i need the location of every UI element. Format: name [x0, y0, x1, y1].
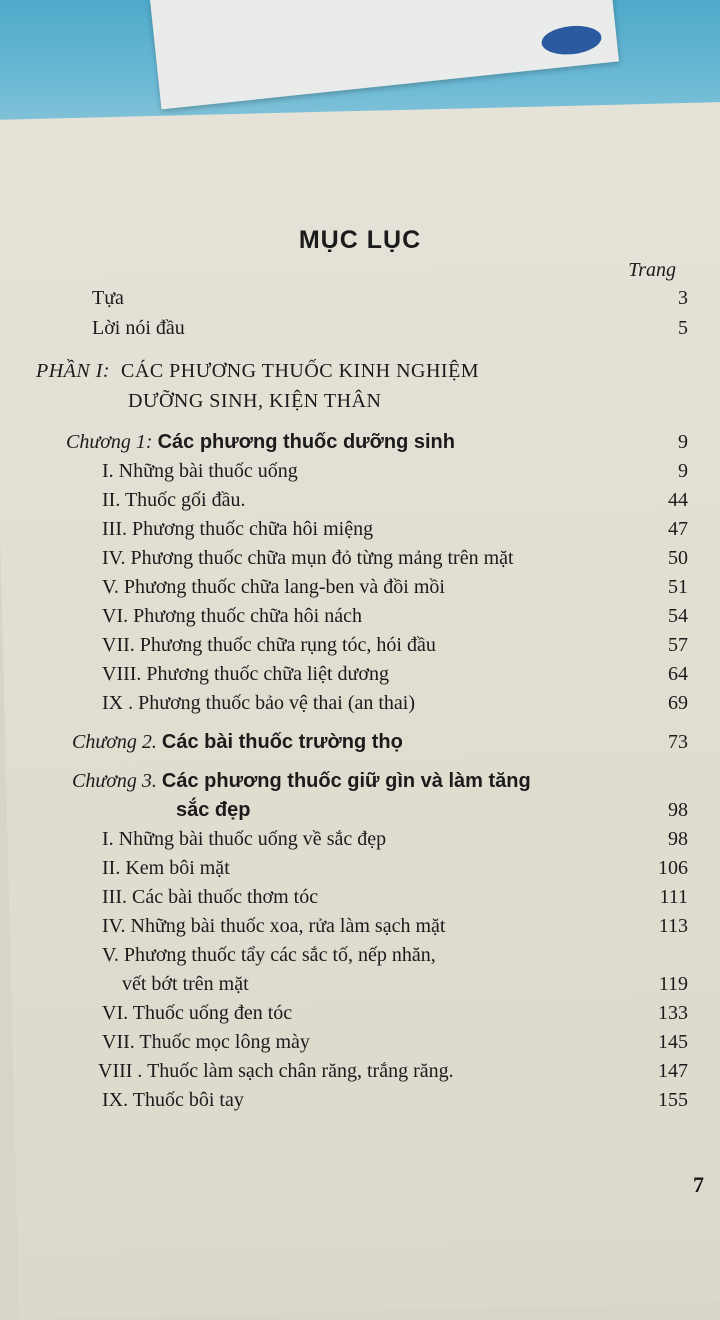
- toc-entry-label-line2: vết bớt trên mặt: [122, 973, 249, 995]
- toc-entry-label: III. Các bài thuốc thơm tóc: [102, 886, 319, 908]
- toc-entry-label: I. Những bài thuốc uống: [102, 460, 298, 482]
- toc-entry-label: V. Phương thuốc chữa lang-ben và đồi mồi: [102, 576, 445, 598]
- toc-entry-page: 47: [668, 518, 688, 540]
- toc-entry-page: 119: [658, 973, 688, 995]
- toc-entry-label: II. Kem bôi mặt: [102, 857, 230, 879]
- part-title-line2: DƯỠNG SINH, KIỆN THÂN: [128, 390, 382, 412]
- toc-entry-page: 50: [668, 547, 688, 569]
- part-title-line1: CÁC PHƯƠNG THUỐC KINH NGHIỆM: [121, 360, 480, 382]
- toc-entry-page: 51: [668, 576, 688, 598]
- toc-entry-label: IX . Phương thuốc bảo vệ thai (an thai): [102, 692, 416, 714]
- toc-entry[interactable]: [0, 460, 720, 488]
- chapter-heading[interactable]: [0, 770, 720, 798]
- chapter-heading-line2[interactable]: [0, 799, 720, 827]
- toc-entry-continued[interactable]: [0, 973, 720, 1001]
- toc-entry[interactable]: [0, 489, 720, 517]
- toc-entry-page: 64: [668, 663, 688, 685]
- toc-entry-page: 54: [668, 605, 688, 627]
- toc-entry-label: II. Thuốc gối đầu.: [102, 489, 246, 511]
- chapter-title-line2: sắc đẹp: [176, 799, 251, 821]
- toc-entry-page: 155: [658, 1089, 688, 1111]
- toc-entry[interactable]: [0, 1089, 720, 1117]
- chapter-title: Các phương thuốc dưỡng sinh: [157, 431, 455, 453]
- toc-entry[interactable]: [0, 547, 720, 575]
- toc-entry-label: IV. Những bài thuốc xoa, rửa làm sạch mặt: [102, 915, 446, 937]
- chapter-prefix: Chương 1:: [66, 431, 153, 453]
- toc-entry[interactable]: [0, 518, 720, 546]
- toc-entry[interactable]: [0, 828, 720, 856]
- toc-entry-page: 3: [678, 287, 688, 309]
- chapter-page: 9: [678, 431, 688, 453]
- toc-entry-label: VIII. Phương thuốc chữa liệt dương: [102, 663, 389, 685]
- toc-entry[interactable]: [0, 692, 720, 720]
- toc-entry[interactable]: [0, 634, 720, 662]
- toc-entry-page: 133: [658, 1002, 688, 1024]
- toc-entry-label: VIII . Thuốc làm sạch chân răng, trắng răng.: [98, 1060, 454, 1082]
- toc-entry-label: I. Những bài thuốc uống về sắc đẹp: [102, 828, 387, 850]
- toc-entry-label: IV. Phương thuốc chữa mụn đỏ từng mảng trên mặt: [102, 547, 514, 569]
- toc-entry-label: VII. Phương thuốc chữa rụng tóc, hói đầu: [102, 634, 436, 656]
- toc-entry[interactable]: [0, 287, 720, 315]
- toc-entry[interactable]: [0, 663, 720, 691]
- toc-entry-label: VI. Phương thuốc chữa hôi nách: [102, 605, 362, 627]
- chapter-page: 73: [668, 731, 688, 753]
- toc-entry-page: 98: [668, 828, 688, 850]
- part-prefix: PHẦN I:: [36, 360, 111, 382]
- chapter-heading[interactable]: [0, 431, 720, 459]
- toc-entry-label: III. Phương thuốc chữa hôi miệng: [102, 518, 374, 540]
- toc-entry-label: V. Phương thuốc tẩy các sắc tố, nếp nhăn,: [102, 944, 436, 966]
- page-number: 7: [693, 1172, 704, 1197]
- toc-entry-page: 147: [658, 1060, 688, 1082]
- toc-entry[interactable]: [0, 944, 720, 972]
- page-title: MỤC LỤC: [298, 226, 422, 254]
- toc-entry[interactable]: [0, 1002, 720, 1030]
- chapter-title: Các phương thuốc giữ gìn và làm tăng: [161, 770, 531, 792]
- toc-entry[interactable]: [0, 915, 720, 943]
- toc-entry[interactable]: [0, 886, 720, 914]
- toc-entry-label: Tựa: [92, 287, 124, 309]
- toc-entry-page: 9: [678, 460, 688, 482]
- toc-entry-page: 57: [668, 634, 688, 656]
- page-column-label: Trang: [628, 259, 676, 281]
- toc-entry-label: VI. Thuốc uống đen tóc: [102, 1002, 293, 1024]
- toc-entry-page: 69: [668, 692, 688, 714]
- toc-entry[interactable]: [0, 857, 720, 885]
- toc-entry-page: 44: [668, 489, 688, 511]
- chapter-heading[interactable]: [0, 731, 720, 759]
- toc-entry[interactable]: [0, 605, 720, 633]
- toc-entry-page: 113: [658, 915, 688, 937]
- part-heading: [36, 360, 479, 383]
- toc-entry[interactable]: [0, 576, 720, 604]
- toc-entry[interactable]: [0, 1060, 720, 1088]
- toc-entry-page: 5: [678, 317, 688, 339]
- toc-entry[interactable]: [0, 1031, 720, 1059]
- toc-entry-label: Lời nói đầu: [92, 317, 185, 339]
- toc-entry-page: 106: [658, 857, 688, 879]
- toc-entry-page: 145: [658, 1031, 688, 1053]
- toc-entry-label: IX. Thuốc bôi tay: [102, 1089, 244, 1111]
- chapter-title: Các bài thuốc trường thọ: [161, 731, 403, 753]
- chapter-page: 98: [668, 799, 688, 821]
- toc-entry[interactable]: [0, 317, 720, 345]
- toc-entry-label: VII. Thuốc mọc lông mày: [102, 1031, 310, 1053]
- chapter-prefix: Chương 3.: [72, 770, 157, 792]
- toc-entry-page: 111: [659, 886, 688, 908]
- chapter-prefix: Chương 2.: [72, 731, 157, 753]
